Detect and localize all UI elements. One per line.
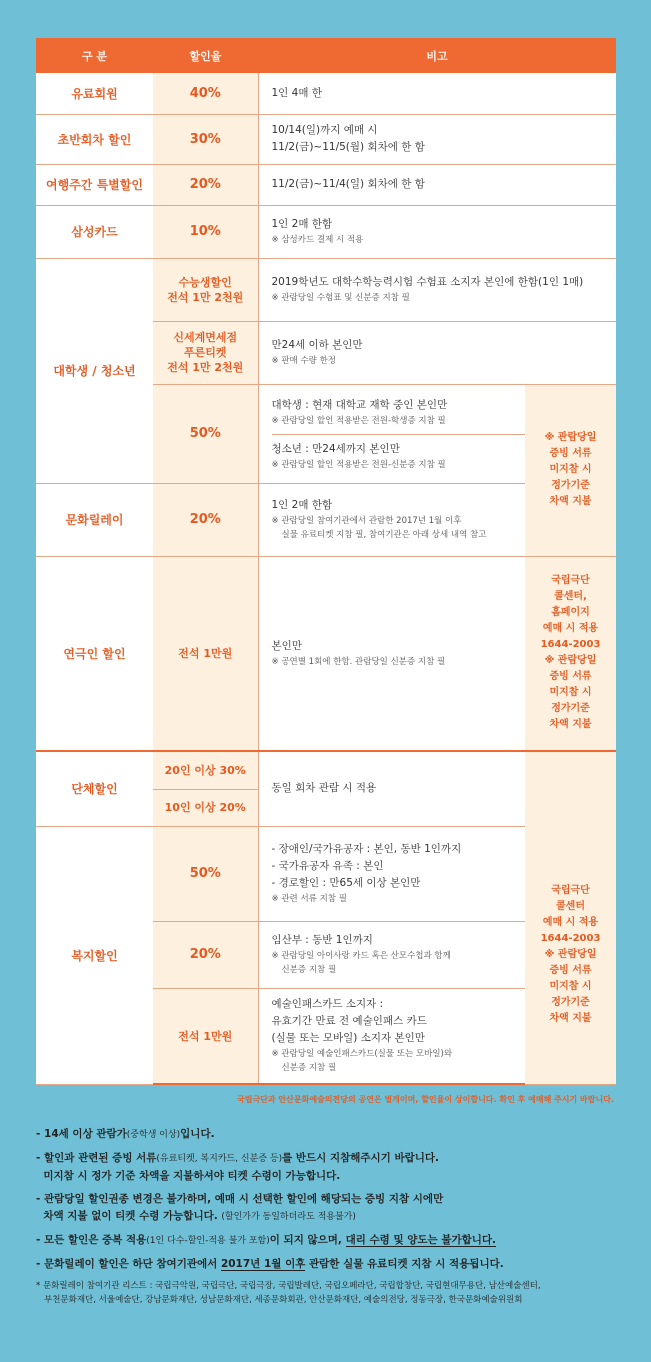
table-row <box>36 258 616 321</box>
note-line: 11/2(금)~11/5(월) 회차에 한 함 <box>271 141 425 153</box>
notice-sub: (유료티켓, 복지카드, 신분증 등) <box>156 1154 283 1164</box>
side-line: 증빙 서류 <box>549 964 592 976</box>
side-line: 미지참 시 <box>549 980 592 992</box>
note-small: 신분증 지참 필 <box>281 1063 337 1074</box>
note-small: ※ 관람당일 할인 적용받은 전원-학생증 지참 필 <box>271 416 446 426</box>
row-rate: 20인 이상 30% <box>153 751 258 789</box>
notice-text: - 문화릴레이 할인은 하단 참여기관에서 <box>36 1258 218 1270</box>
note-line: 본인만 <box>271 639 302 652</box>
side-line: 차액 지불 <box>549 719 592 731</box>
note-small: ※ 관람당일 아이사랑 카드 혹은 산모수첩과 함께 <box>271 951 451 961</box>
note-line: 1인 2매 한함 <box>271 218 333 230</box>
row-name: 초반회차 할인 <box>36 114 153 164</box>
table-row <box>36 164 616 205</box>
row-note <box>258 321 616 384</box>
row-rate: 전석 1만원 <box>153 988 258 1084</box>
row-note <box>258 556 525 751</box>
notice-sub: (중학생 이상) <box>126 1130 181 1140</box>
side-line: 예매 시 적용 <box>542 623 599 635</box>
notice-item <box>36 1256 636 1273</box>
notice-text: - 14세 이상 관람가 <box>36 1128 127 1140</box>
row-name: 삼성카드 <box>36 205 153 258</box>
side-line: 미지참 시 <box>549 687 592 699</box>
note-line: 임산부 : 동반 1인까지 <box>271 934 373 946</box>
side-line: 콜센터 <box>556 900 585 912</box>
side-line: 정가기준 <box>551 703 590 715</box>
notice-text: 입니다. <box>180 1128 215 1140</box>
side-line: 1644-2003 <box>540 639 601 651</box>
row-note <box>258 826 525 921</box>
table-row <box>36 556 616 751</box>
side-line: 1644-2003 <box>540 932 601 944</box>
notice-text: 관람한 실물 유료티켓 지참 시 적용됩니다. <box>309 1258 504 1270</box>
row-rate: 50% <box>153 384 258 483</box>
notice-list <box>36 1126 636 1307</box>
discount-table <box>36 38 616 1085</box>
side-line: 국립극단 <box>551 884 590 896</box>
notice-text: 미지참 시 정가 기준 차액을 지불하셔야 티켓 수령이 가능합니다. <box>43 1170 341 1182</box>
side-line: 차액 지불 <box>549 1012 592 1024</box>
note-line: 2019학년도 대학수학능력시험 수험표 소지자 본인에 한함(1인 1매) <box>271 276 584 288</box>
participant-line: 부천문화재단, 서울예술단, 강남문화재단, 성남문화재단, 세종문화회관, 안산문화재단, 예술의전당, 정동극장, 한국문화예술위원회 <box>44 1295 523 1305</box>
row-note <box>258 988 525 1084</box>
rate-line: 푸른티켓 <box>183 346 227 359</box>
note-line: 10/14(일)까지 예매 시 <box>271 124 378 136</box>
table-row <box>36 114 616 164</box>
rate-line: 전석 1만 2천원 <box>167 290 244 304</box>
row-note <box>258 384 525 483</box>
row-name: 여행주간 특별할인 <box>36 164 153 205</box>
row-name: 대학생 / 청소년 <box>36 258 153 483</box>
row-name: 복지할인 <box>36 826 153 1084</box>
side-line: 정가기준 <box>551 480 590 491</box>
table-row <box>36 751 616 789</box>
note-line: 만24세 이하 본인만 <box>271 339 363 351</box>
note-small: ※ 관람당일 예술인패스카드(실물 또는 모바일)와 <box>271 1049 453 1060</box>
row-rate: 50% <box>153 826 258 921</box>
participant-line: * 문화릴레이 참여기관 리스트 : 국립극악원, 국립극단, 국립극장, 국립발레단, 국립오페라단, 국립합창단, 국립현대무용단, 남산예술센터, <box>36 1281 541 1291</box>
header-category: 구 분 <box>36 38 153 73</box>
row-rate: 40% <box>153 73 258 114</box>
side-note <box>525 556 616 751</box>
side-note <box>525 384 616 556</box>
notice-item <box>36 1150 636 1185</box>
notice-text: - 모든 할인은 중복 적용 <box>36 1234 147 1246</box>
note-small: ※ 관람당일 수험표 및 신분증 지참 필 <box>271 293 410 303</box>
side-line: ※ 관람당일 <box>544 948 597 960</box>
notice-item <box>36 1126 636 1144</box>
notice-item <box>36 1191 636 1226</box>
notice-text: - 관람당일 할인권종 변경은 불가하며, 예매 시 선택한 할인에 해당되는 증빙 지참 시에만 <box>36 1193 444 1205</box>
row-rate: 20% <box>153 164 258 205</box>
side-line: ※ 관람당일 <box>544 432 597 443</box>
notice-sub: (1인 다수-할인-적용 불가 포함) <box>146 1236 270 1246</box>
header-remarks: 비고 <box>258 38 616 73</box>
note-line: 예술인패스카드 소지자 : <box>271 998 384 1011</box>
row-note <box>258 483 525 556</box>
row-rate: 전석 1만원 <box>153 556 258 751</box>
rate-line: 전석 1만 2천원 <box>167 361 244 374</box>
note-small: ※ 관련 서류 지참 필 <box>271 894 347 904</box>
note-small: ※ 삼성카드 결제 시 적용 <box>271 235 364 245</box>
table-header <box>36 38 616 73</box>
row-rate: 10% <box>153 205 258 258</box>
row-name: 연극인 할인 <box>36 556 153 751</box>
notice-text: 이 되지 않으며, <box>269 1234 342 1246</box>
side-line: 정가기준 <box>551 996 590 1008</box>
side-line: 증빙 서류 <box>549 671 592 683</box>
table-row <box>36 73 616 114</box>
note-line: - 국가유공자 유족 : 본인 <box>271 860 384 872</box>
row-note <box>258 205 616 258</box>
note-line: 1인 2매 한함 <box>271 499 333 511</box>
notice-text: 대리 수령 및 양도는 불가합니다. <box>345 1234 497 1246</box>
row-rate: 10인 이상 20% <box>153 789 258 826</box>
row-rate <box>153 258 258 321</box>
notice-text: 2017년 1월 이후 <box>220 1258 306 1270</box>
side-line: 국립극단 <box>551 575 590 587</box>
row-note <box>258 258 616 321</box>
note-line: 유효기간 만료 전 예술인패스 카드 <box>271 1015 427 1028</box>
note-line: 대학생 : 현재 대학교 재학 중인 본인만 <box>271 399 448 411</box>
note-small: 실물 유료티켓 지참 필, 참여기관은 아래 상세 내역 참고 <box>281 530 487 540</box>
row-name: 문화릴레이 <box>36 483 153 556</box>
table-row <box>36 205 616 258</box>
row-rate: 20% <box>153 921 258 988</box>
row-note <box>258 114 616 164</box>
row-note <box>258 921 525 988</box>
notice-text: - 할인과 관련된 증빙 서류 <box>36 1152 157 1164</box>
note-line: - 경로할인 : 만65세 이상 본인만 <box>271 877 421 889</box>
row-rate: 30% <box>153 114 258 164</box>
side-line: 홈페이지 <box>551 607 590 619</box>
note-small: 신분증 지참 필 <box>281 965 337 975</box>
warning-note: 국립극단과 안산문화예술의전당의 공연은 별개이며, 할인율이 상이합니다. 확인 후 예매해 주시기 바랍니다. <box>237 1095 614 1104</box>
side-line: ※ 관람당일 <box>544 655 597 667</box>
row-rate: 20% <box>153 483 258 556</box>
note-small: ※ 판매 수량 한정 <box>271 356 336 366</box>
header-rate: 할인율 <box>153 38 258 73</box>
rate-line: 신세계면세점 <box>173 331 238 344</box>
row-rate <box>153 321 258 384</box>
note-small: ※ 관람당일 할인 적용받은 전원-신분증 지참 필 <box>271 460 446 470</box>
note-small: ※ 공연별 1회에 한함. 관람당일 신분증 지참 필 <box>271 656 446 667</box>
note-line: - 장애인/국가유공자 : 본인, 동반 1인까지 <box>271 843 462 855</box>
notice-text: 를 반드시 지참해주시기 바랍니다. <box>282 1152 440 1164</box>
notice-item <box>36 1232 636 1250</box>
side-note <box>525 751 616 1084</box>
participant-list <box>36 1279 636 1307</box>
note-small: ※ 관람당일 참여기관에서 관람한 2017년 1월 이후 <box>271 516 462 526</box>
side-line: 증빙 서류 <box>549 448 592 459</box>
side-line: 차액 지불 <box>549 496 592 507</box>
note-line: 청소년 : 만24세까지 본인만 <box>271 443 400 455</box>
side-line: 미지참 시 <box>549 464 592 475</box>
row-name: 단체할인 <box>36 751 153 826</box>
note-line: (실물 또는 모바일) 소지자 본인만 <box>271 1032 425 1045</box>
row-note: 11/2(금)~11/4(일) 회차에 한 함 <box>258 164 616 205</box>
row-note: 동일 회차 관람 시 적용 <box>258 751 525 826</box>
notice-sub: (할인가가 동일하더라도 적용불가) <box>221 1212 356 1222</box>
row-note: 1인 4매 한 <box>258 73 616 114</box>
row-name: 유료회원 <box>36 73 153 114</box>
side-line: 콜센터, <box>554 591 587 603</box>
rate-line: 수능생할인 <box>178 275 232 289</box>
side-line: 예매 시 적용 <box>542 916 599 928</box>
notice-text: 차액 지불 없이 티켓 수령 가능합니다. <box>43 1210 218 1222</box>
